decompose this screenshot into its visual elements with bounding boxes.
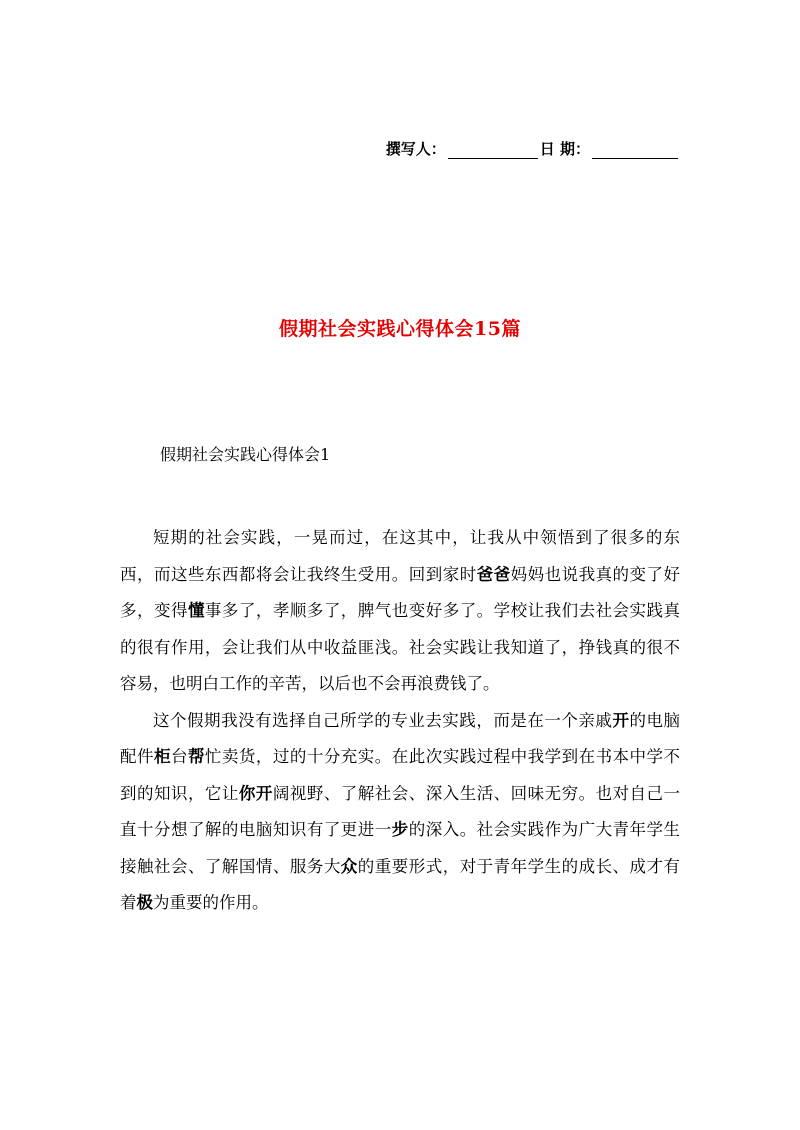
author-blank	[448, 142, 538, 159]
text-run: 的深入。社会实践作为广大青年学生接触社会、了解国情、服务大	[120, 820, 680, 876]
text-run: 极	[136, 893, 153, 912]
text-run: 事多了，孝顺多了，脾气也变好多了。学校让我们去社会实践真的很有作用，会让我们从中收益匪浅。社会实践让我知道了，挣钱真的很不容易，也明白工作的辛苦，以后也不会再浪费钱了。	[120, 601, 680, 693]
paragraph-2	[120, 703, 680, 922]
text-run: 帮	[187, 747, 205, 766]
text-run: 你开	[238, 783, 273, 803]
author-date-line	[386, 138, 680, 159]
text-run: 爸爸	[476, 564, 511, 584]
body-text	[120, 520, 680, 922]
text-run: 懂	[187, 601, 205, 620]
text-run: 的重要形式，对于青年学生的成长、成才有着	[120, 856, 680, 912]
text-run: 妈妈也说我真的变了好多，变得	[120, 564, 680, 620]
text-run: 这个假期我没有选择自己所学的专业去实践，而是在一个亲戚	[153, 710, 613, 730]
text-run: 众	[340, 856, 358, 876]
section-heading: 假期社会实践心得体会1	[160, 445, 331, 464]
text-run: 开	[612, 710, 630, 730]
text-run: 忙卖货，过的十分充实。在此次实践过程中我学到在书本中学不到的知识，它让	[120, 747, 680, 803]
date-label: 日 期：	[539, 140, 590, 158]
text-run: 柜	[153, 747, 171, 766]
text-run: 步	[391, 820, 409, 839]
author-label: 撰写人：	[385, 140, 446, 158]
paragraph-1	[120, 520, 680, 703]
text-run: 的电脑配件	[120, 710, 681, 766]
date-blank	[592, 142, 678, 159]
text-run: 为重要的作用。	[153, 893, 269, 912]
document-title: 假期社会实践心得体会15篇	[279, 318, 521, 340]
text-run: 短期的社会实践，一晃而过，在这其中，让我从中领悟到了很多的东西，而这些东西都将会让我终生受用。回到家时	[120, 528, 680, 584]
text-run: 台	[170, 747, 188, 766]
text-run: 阔视野、了解社会、深入生活、回味无穷。也对自己一直十分想了解的电脑知识有了更进一	[120, 783, 680, 839]
